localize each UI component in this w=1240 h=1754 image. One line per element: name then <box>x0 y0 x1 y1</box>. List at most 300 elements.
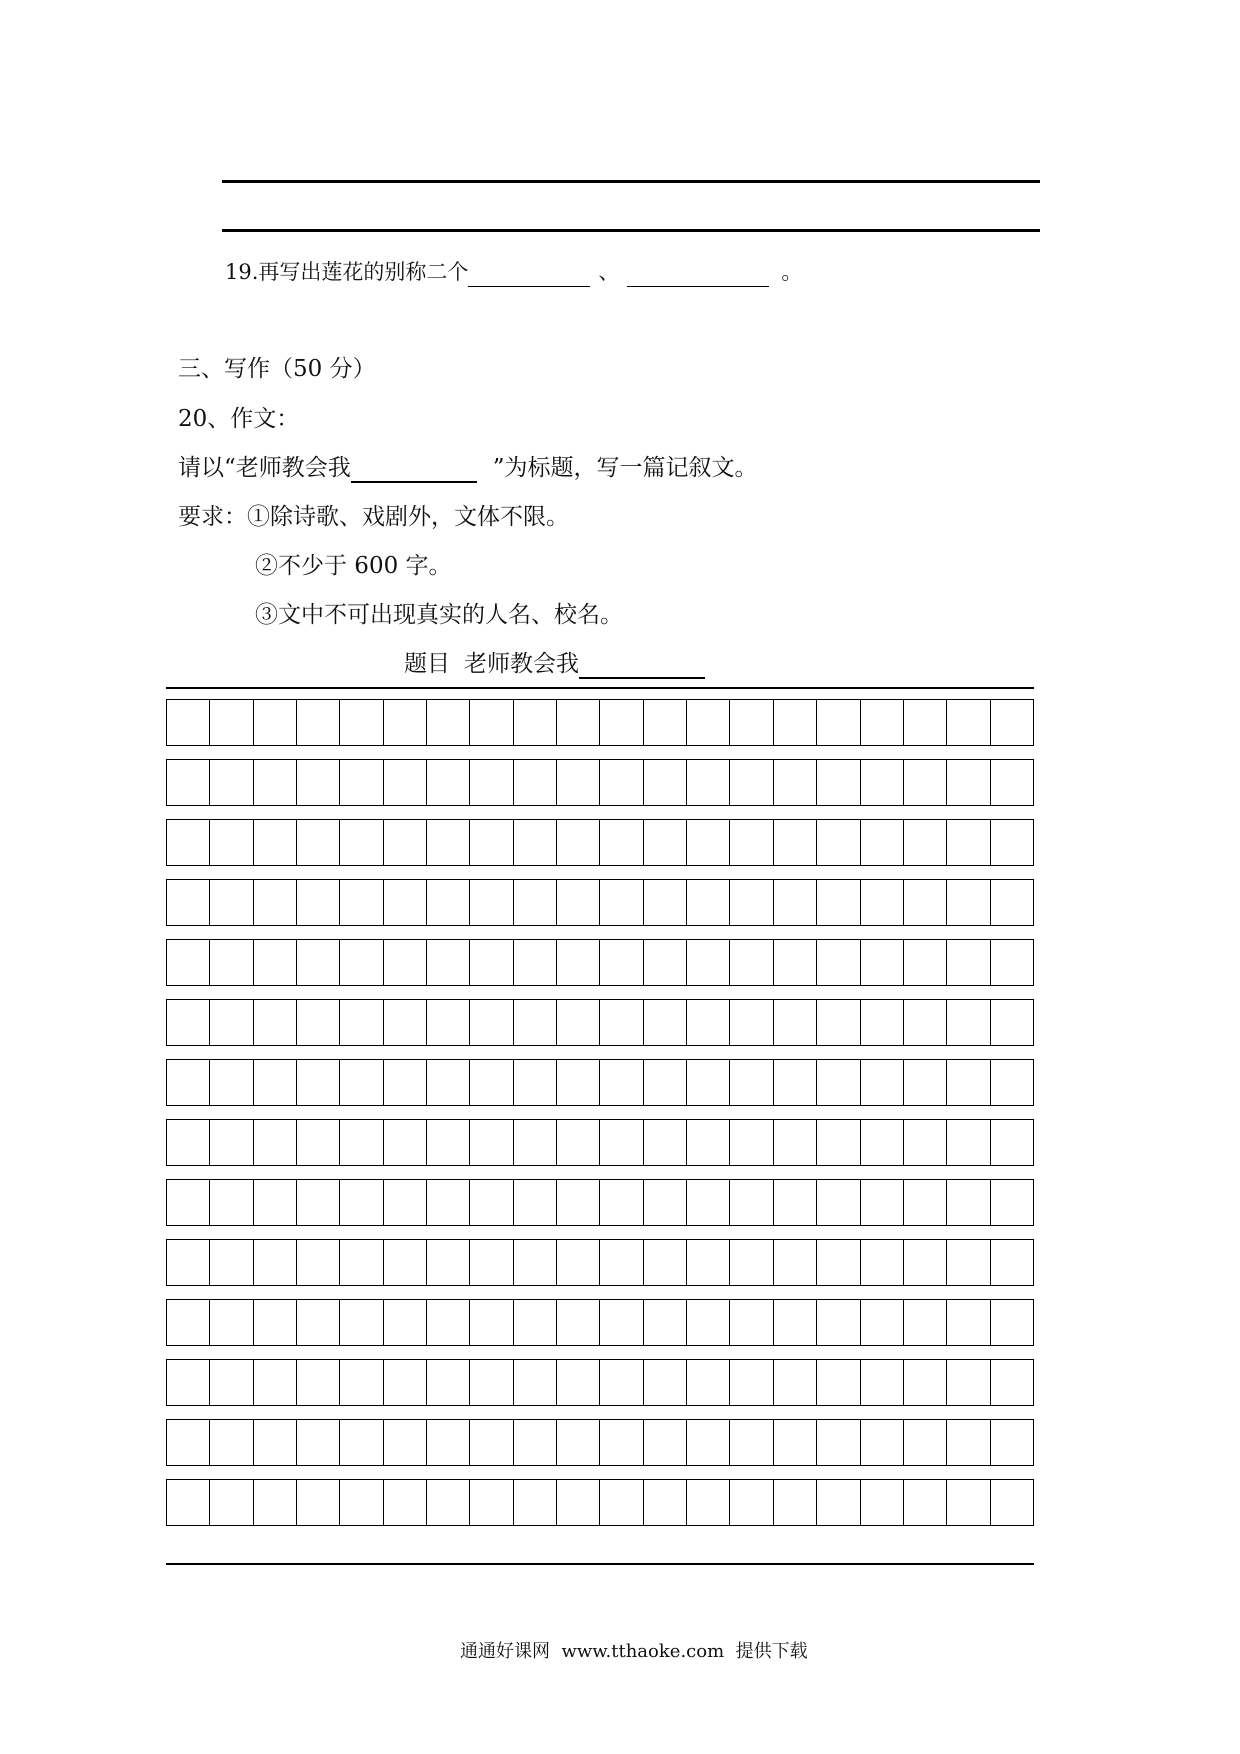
lotus-alias-blank-1[interactable] <box>468 262 590 287</box>
grid-cell[interactable] <box>384 1120 427 1165</box>
grid-cell[interactable] <box>470 1180 513 1225</box>
answer-line-1[interactable] <box>222 180 1040 183</box>
grid-cell[interactable] <box>167 1060 210 1105</box>
grid-cell[interactable] <box>210 760 253 805</box>
grid-cell[interactable] <box>167 1240 210 1285</box>
grid-cell[interactable] <box>687 1060 730 1105</box>
grid-cell[interactable] <box>904 700 947 745</box>
grid-cell[interactable] <box>340 760 383 805</box>
grid-cell[interactable] <box>947 1120 990 1165</box>
grid-cell[interactable] <box>991 940 1033 985</box>
grid-cell[interactable] <box>167 1360 210 1405</box>
grid-cell[interactable] <box>600 1300 643 1345</box>
grid-cell[interactable] <box>904 940 947 985</box>
grid-cell[interactable] <box>730 880 773 925</box>
section-3-heading: 三、写作（50 分） <box>178 356 376 382</box>
grid-cell[interactable] <box>644 1240 687 1285</box>
grid-cell[interactable] <box>470 1300 513 1345</box>
grid-cell[interactable] <box>947 1480 990 1525</box>
grid-cell[interactable] <box>687 1420 730 1465</box>
grid-cell[interactable] <box>861 1360 904 1405</box>
grid-cell[interactable] <box>254 1360 297 1405</box>
grid-cell[interactable] <box>167 880 210 925</box>
grid-cell[interactable] <box>817 820 860 865</box>
grid-cell[interactable] <box>557 1000 600 1045</box>
grid-cell[interactable] <box>861 1420 904 1465</box>
grid-cell[interactable] <box>427 760 470 805</box>
grid-cell[interactable] <box>600 1420 643 1465</box>
grid-cell[interactable] <box>427 1180 470 1225</box>
grid-cell[interactable] <box>254 1060 297 1105</box>
grid-cell[interactable] <box>817 760 860 805</box>
grid-cell[interactable] <box>384 880 427 925</box>
grid-cell[interactable] <box>210 1300 253 1345</box>
grid-cell[interactable] <box>861 1300 904 1345</box>
grid-cell[interactable] <box>557 1360 600 1405</box>
grid-cell[interactable] <box>254 1240 297 1285</box>
grid-cell[interactable] <box>730 1060 773 1105</box>
grid-cell[interactable] <box>557 1060 600 1105</box>
grid-cell[interactable] <box>991 1240 1033 1285</box>
grid-cell[interactable] <box>861 1180 904 1225</box>
grid-cell[interactable] <box>687 1240 730 1285</box>
grid-cell[interactable] <box>557 1480 600 1525</box>
grid-cell[interactable] <box>384 1480 427 1525</box>
grid-cell[interactable] <box>730 1480 773 1525</box>
grid-cell[interactable] <box>774 1180 817 1225</box>
grid-cell[interactable] <box>991 1180 1033 1225</box>
grid-cell[interactable] <box>730 820 773 865</box>
grid-cell[interactable] <box>384 1060 427 1105</box>
grid-cell[interactable] <box>687 880 730 925</box>
grid-cell[interactable] <box>557 1300 600 1345</box>
grid-cell[interactable] <box>167 820 210 865</box>
grid-cell[interactable] <box>427 1120 470 1165</box>
essay-title-fill-blank[interactable] <box>579 653 705 679</box>
grid-cell[interactable] <box>340 1060 383 1105</box>
grid-cell[interactable] <box>644 1060 687 1105</box>
grid-cell[interactable] <box>644 760 687 805</box>
grid-cell[interactable] <box>470 700 513 745</box>
grid-cell[interactable] <box>904 760 947 805</box>
grid-cell[interactable] <box>384 700 427 745</box>
grid-cell[interactable] <box>470 1120 513 1165</box>
grid-cell[interactable] <box>427 1420 470 1465</box>
grid-cell[interactable] <box>947 1060 990 1105</box>
question-19-text: 19.再写出莲花的别称二个 <box>225 260 469 284</box>
grid-cell[interactable] <box>167 1420 210 1465</box>
grid-cell[interactable] <box>254 1120 297 1165</box>
answer-line-2[interactable] <box>222 229 1040 232</box>
grid-cell[interactable] <box>817 940 860 985</box>
grid-cell[interactable] <box>730 700 773 745</box>
grid-cell[interactable] <box>644 940 687 985</box>
grid-cell[interactable] <box>904 1120 947 1165</box>
grid-cell[interactable] <box>340 1000 383 1045</box>
grid-cell[interactable] <box>861 1240 904 1285</box>
grid-cell[interactable] <box>210 1000 253 1045</box>
grid-cell[interactable] <box>470 1360 513 1405</box>
grid-cell[interactable] <box>644 1300 687 1345</box>
grid-cell[interactable] <box>600 1240 643 1285</box>
grid-cell[interactable] <box>340 1180 383 1225</box>
grid-cell[interactable] <box>427 1480 470 1525</box>
grid-cell[interactable] <box>947 1360 990 1405</box>
grid-cell[interactable] <box>644 700 687 745</box>
grid-cell[interactable] <box>644 1180 687 1225</box>
grid-cell[interactable] <box>470 1000 513 1045</box>
grid-cell[interactable] <box>600 940 643 985</box>
requirements <box>178 502 569 532</box>
grid-cell[interactable] <box>167 1300 210 1345</box>
grid-cell[interactable] <box>730 1000 773 1045</box>
grid-cell[interactable] <box>210 700 253 745</box>
grid-cell[interactable] <box>297 880 340 925</box>
grid-cell[interactable] <box>991 760 1033 805</box>
grid-cell[interactable] <box>817 1480 860 1525</box>
grid-cell[interactable] <box>384 1300 427 1345</box>
grid-cell[interactable] <box>817 1000 860 1045</box>
grid-cell[interactable] <box>600 1060 643 1105</box>
essay-title-line <box>404 649 705 679</box>
grid-cell[interactable] <box>991 700 1033 745</box>
grid-cell[interactable] <box>904 820 947 865</box>
grid-cell[interactable] <box>774 1000 817 1045</box>
grid-cell[interactable] <box>514 1420 557 1465</box>
grid-cell[interactable] <box>167 940 210 985</box>
grid-cell[interactable] <box>254 880 297 925</box>
grid-cell[interactable] <box>210 1240 253 1285</box>
grid-cell[interactable] <box>600 1480 643 1525</box>
grid-cell[interactable] <box>557 880 600 925</box>
grid-cell[interactable] <box>817 880 860 925</box>
grid-cell[interactable] <box>947 700 990 745</box>
grid-cell[interactable] <box>254 940 297 985</box>
grid-cell[interactable] <box>210 1120 253 1165</box>
grid-cell[interactable] <box>210 1360 253 1405</box>
grid-cell[interactable] <box>687 940 730 985</box>
grid-cell[interactable] <box>384 1360 427 1405</box>
grid-cell[interactable] <box>470 1240 513 1285</box>
grid-cell[interactable] <box>384 1000 427 1045</box>
grid-cell[interactable] <box>167 700 210 745</box>
grid-cell[interactable] <box>947 1000 990 1045</box>
grid-cell[interactable] <box>904 1360 947 1405</box>
grid-cell[interactable] <box>557 1120 600 1165</box>
requirement-1: ①除诗歌、戏剧外，文体不限。 <box>247 504 569 530</box>
grid-cell[interactable] <box>427 1000 470 1045</box>
essay-prompt-before: 请以“老师教会我 <box>178 455 351 481</box>
grid-cell[interactable] <box>254 1000 297 1045</box>
grid-cell[interactable] <box>904 1300 947 1345</box>
grid-cell[interactable] <box>384 1420 427 1465</box>
grid-cell[interactable] <box>514 880 557 925</box>
grid-cell[interactable] <box>644 880 687 925</box>
grid-cell[interactable] <box>297 1480 340 1525</box>
grid-cell[interactable] <box>427 820 470 865</box>
grid-cell[interactable] <box>817 1360 860 1405</box>
grid-cell[interactable] <box>644 1000 687 1045</box>
grid-top-rule <box>166 687 1034 689</box>
grid-cell[interactable] <box>644 1360 687 1405</box>
grid-cell[interactable] <box>687 760 730 805</box>
grid-cell[interactable] <box>687 820 730 865</box>
grid-cell[interactable] <box>774 1120 817 1165</box>
grid-cell[interactable] <box>861 1480 904 1525</box>
grid-cell[interactable] <box>947 940 990 985</box>
grid-cell[interactable] <box>210 820 253 865</box>
grid-cell[interactable] <box>687 1180 730 1225</box>
grid-cell[interactable] <box>774 880 817 925</box>
grid-cell[interactable] <box>470 760 513 805</box>
grid-cell[interactable] <box>210 1480 253 1525</box>
grid-cell[interactable] <box>297 1120 340 1165</box>
grid-cell[interactable] <box>384 820 427 865</box>
grid-cell[interactable] <box>514 1180 557 1225</box>
grid-cell[interactable] <box>861 1060 904 1105</box>
grid-cell[interactable] <box>427 1300 470 1345</box>
grid-cell[interactable] <box>991 1120 1033 1165</box>
grid-cell[interactable] <box>557 700 600 745</box>
grid-cell[interactable] <box>340 1120 383 1165</box>
grid-row <box>166 1299 1034 1346</box>
grid-cell[interactable] <box>817 1120 860 1165</box>
grid-cell[interactable] <box>210 940 253 985</box>
grid-cell[interactable] <box>644 1120 687 1165</box>
essay-prompt-after: ”为标题，写一篇记叙文。 <box>492 455 758 481</box>
grid-cell[interactable] <box>340 1360 383 1405</box>
grid-cell[interactable] <box>861 820 904 865</box>
grid-cell[interactable] <box>254 1300 297 1345</box>
grid-cell[interactable] <box>687 700 730 745</box>
grid-cell[interactable] <box>904 1480 947 1525</box>
grid-cell[interactable] <box>210 1420 253 1465</box>
lotus-alias-blank-2[interactable] <box>627 262 769 287</box>
grid-cell[interactable] <box>730 1120 773 1165</box>
grid-cell[interactable] <box>210 880 253 925</box>
grid-cell[interactable] <box>340 1300 383 1345</box>
grid-cell[interactable] <box>384 1240 427 1285</box>
grid-cell[interactable] <box>167 1180 210 1225</box>
grid-cell[interactable] <box>600 1120 643 1165</box>
essay-title-prefix: 老师教会我 <box>464 651 579 677</box>
grid-cell[interactable] <box>600 1360 643 1405</box>
grid-cell[interactable] <box>514 1240 557 1285</box>
grid-cell[interactable] <box>817 700 860 745</box>
grid-cell[interactable] <box>340 880 383 925</box>
grid-cell[interactable] <box>297 1300 340 1345</box>
grid-cell[interactable] <box>557 1180 600 1225</box>
grid-cell[interactable] <box>817 1180 860 1225</box>
grid-cell[interactable] <box>514 820 557 865</box>
grid-cell[interactable] <box>730 1180 773 1225</box>
grid-cell[interactable] <box>427 700 470 745</box>
grid-cell[interactable] <box>254 820 297 865</box>
grid-cell[interactable] <box>600 820 643 865</box>
grid-cell[interactable] <box>254 1180 297 1225</box>
grid-cell[interactable] <box>340 820 383 865</box>
grid-cell[interactable] <box>817 1420 860 1465</box>
grid-cell[interactable] <box>817 1060 860 1105</box>
grid-cell[interactable] <box>470 820 513 865</box>
grid-cell[interactable] <box>947 760 990 805</box>
grid-cell[interactable] <box>774 820 817 865</box>
grid-cell[interactable] <box>861 700 904 745</box>
grid-cell[interactable] <box>514 1300 557 1345</box>
grid-cell[interactable] <box>427 940 470 985</box>
grid-cell[interactable] <box>730 1420 773 1465</box>
grid-cell[interactable] <box>861 1120 904 1165</box>
grid-cell[interactable] <box>167 760 210 805</box>
grid-cell[interactable] <box>297 1420 340 1465</box>
grid-cell[interactable] <box>514 940 557 985</box>
grid-cell[interactable] <box>774 700 817 745</box>
grid-row <box>166 759 1034 806</box>
grid-cell[interactable] <box>687 1120 730 1165</box>
grid-cell[interactable] <box>384 760 427 805</box>
grid-cell[interactable] <box>167 1000 210 1045</box>
grid-cell[interactable] <box>687 1300 730 1345</box>
grid-cell[interactable] <box>384 940 427 985</box>
grid-cell[interactable] <box>991 1060 1033 1105</box>
grid-cell[interactable] <box>730 1360 773 1405</box>
grid-cell[interactable] <box>340 1420 383 1465</box>
grid-cell[interactable] <box>947 880 990 925</box>
grid-cell[interactable] <box>947 1300 990 1345</box>
grid-cell[interactable] <box>774 1360 817 1405</box>
grid-cell[interactable] <box>470 1060 513 1105</box>
grid-cell[interactable] <box>514 1360 557 1405</box>
grid-cell[interactable] <box>600 880 643 925</box>
grid-cell[interactable] <box>991 820 1033 865</box>
grid-cell[interactable] <box>644 1420 687 1465</box>
grid-cell[interactable] <box>514 1060 557 1105</box>
grid-cell[interactable] <box>774 1060 817 1105</box>
grid-cell[interactable] <box>384 1180 427 1225</box>
grid-cell[interactable] <box>557 1240 600 1285</box>
grid-cell[interactable] <box>774 940 817 985</box>
grid-cell[interactable] <box>514 760 557 805</box>
grid-cell[interactable] <box>991 1480 1033 1525</box>
grid-row <box>166 1239 1034 1286</box>
grid-cell[interactable] <box>774 1240 817 1285</box>
writing-grid[interactable] <box>166 699 1034 1539</box>
grid-cell[interactable] <box>947 1420 990 1465</box>
grid-cell[interactable] <box>861 760 904 805</box>
grid-cell[interactable] <box>297 940 340 985</box>
grid-cell[interactable] <box>991 1420 1033 1465</box>
grid-cell[interactable] <box>427 1360 470 1405</box>
grid-cell[interactable] <box>340 700 383 745</box>
grid-cell[interactable] <box>817 1300 860 1345</box>
grid-cell[interactable] <box>210 1180 253 1225</box>
grid-cell[interactable] <box>514 1000 557 1045</box>
grid-cell[interactable] <box>557 1420 600 1465</box>
grid-cell[interactable] <box>210 1060 253 1105</box>
grid-cell[interactable] <box>254 1420 297 1465</box>
grid-cell[interactable] <box>991 1300 1033 1345</box>
grid-cell[interactable] <box>297 1060 340 1105</box>
grid-cell[interactable] <box>861 1000 904 1045</box>
grid-cell[interactable] <box>600 1180 643 1225</box>
grid-cell[interactable] <box>297 1360 340 1405</box>
grid-cell[interactable] <box>687 1000 730 1045</box>
grid-cell[interactable] <box>340 1240 383 1285</box>
grid-cell[interactable] <box>167 1480 210 1525</box>
grid-cell[interactable] <box>514 1480 557 1525</box>
grid-cell[interactable] <box>340 1480 383 1525</box>
grid-cell[interactable] <box>730 1300 773 1345</box>
grid-cell[interactable] <box>297 1180 340 1225</box>
grid-cell[interactable] <box>340 940 383 985</box>
grid-cell[interactable] <box>730 1240 773 1285</box>
grid-cell[interactable] <box>817 1240 860 1285</box>
grid-cell[interactable] <box>947 1240 990 1285</box>
grid-cell[interactable] <box>991 1360 1033 1405</box>
grid-cell[interactable] <box>861 940 904 985</box>
grid-cell[interactable] <box>514 1120 557 1165</box>
grid-cell[interactable] <box>687 1360 730 1405</box>
grid-cell[interactable] <box>904 1240 947 1285</box>
grid-cell[interactable] <box>600 760 643 805</box>
grid-cell[interactable] <box>861 880 904 925</box>
grid-cell[interactable] <box>557 760 600 805</box>
grid-cell[interactable] <box>557 820 600 865</box>
grid-cell[interactable] <box>687 1480 730 1525</box>
grid-cell[interactable] <box>774 1480 817 1525</box>
grid-cell[interactable] <box>427 1240 470 1285</box>
grid-cell[interactable] <box>904 1060 947 1105</box>
grid-cell[interactable] <box>774 1420 817 1465</box>
grid-cell[interactable] <box>774 1300 817 1345</box>
grid-cell[interactable] <box>774 760 817 805</box>
grid-cell[interactable] <box>297 1240 340 1285</box>
grid-cell[interactable] <box>297 820 340 865</box>
grid-cell[interactable] <box>904 1000 947 1045</box>
grid-cell[interactable] <box>644 820 687 865</box>
grid-row <box>166 1419 1034 1466</box>
grid-cell[interactable] <box>470 880 513 925</box>
grid-cell[interactable] <box>254 760 297 805</box>
grid-cell[interactable] <box>297 1000 340 1045</box>
grid-cell[interactable] <box>644 1480 687 1525</box>
essay-title-blank[interactable] <box>351 457 477 483</box>
grid-cell[interactable] <box>167 1120 210 1165</box>
grid-cell[interactable] <box>730 760 773 805</box>
grid-cell[interactable] <box>600 1000 643 1045</box>
grid-cell[interactable] <box>470 1420 513 1465</box>
grid-cell[interactable] <box>600 700 643 745</box>
grid-cell[interactable] <box>427 880 470 925</box>
grid-cell[interactable] <box>427 1060 470 1105</box>
grid-cell[interactable] <box>470 940 513 985</box>
grid-cell[interactable] <box>297 700 340 745</box>
grid-cell[interactable] <box>254 1480 297 1525</box>
grid-cell[interactable] <box>947 1180 990 1225</box>
grid-cell[interactable] <box>904 1420 947 1465</box>
grid-cell[interactable] <box>991 1000 1033 1045</box>
grid-cell[interactable] <box>947 820 990 865</box>
grid-cell[interactable] <box>904 880 947 925</box>
grid-cell[interactable] <box>297 760 340 805</box>
grid-cell[interactable] <box>470 1480 513 1525</box>
grid-cell[interactable] <box>991 880 1033 925</box>
grid-cell[interactable] <box>514 700 557 745</box>
grid-cell[interactable] <box>557 940 600 985</box>
grid-cell[interactable] <box>904 1180 947 1225</box>
grid-cell[interactable] <box>254 700 297 745</box>
grid-cell[interactable] <box>730 940 773 985</box>
